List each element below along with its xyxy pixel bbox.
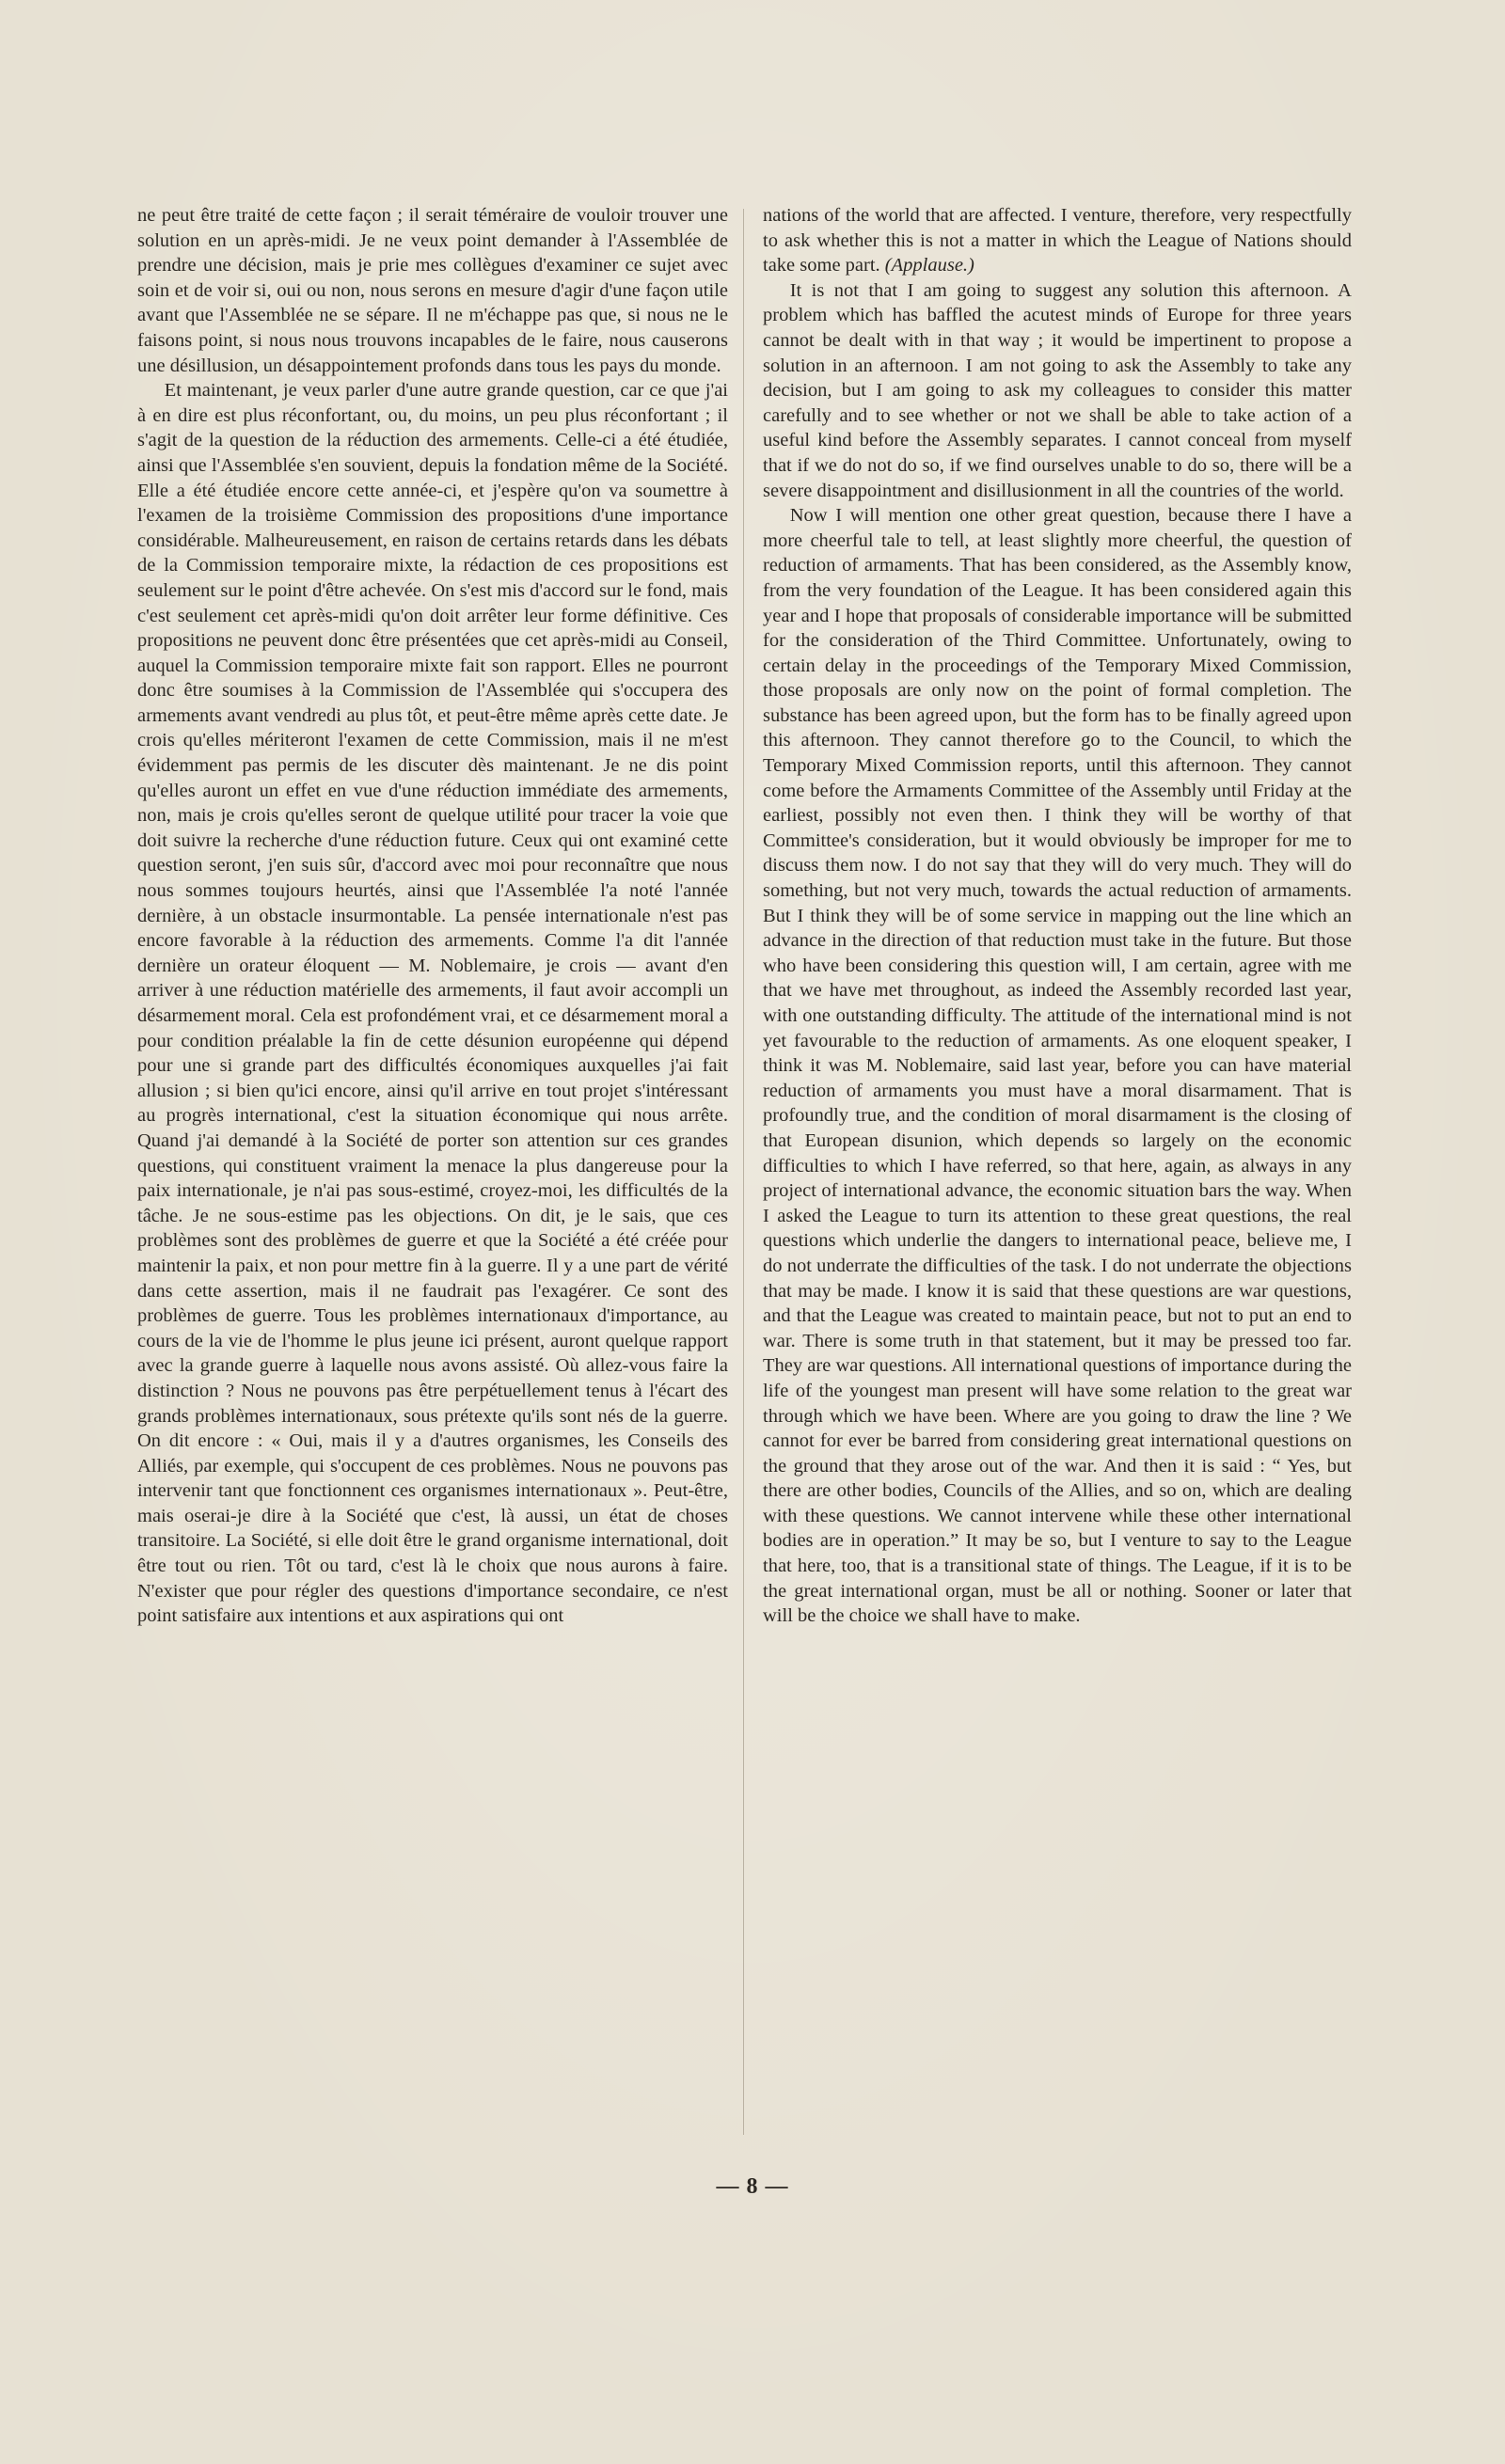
english-paragraph: Now I will mention one other great question, because there I have a more cheerful tale to tell, at least slightly more cheerful, the question of reduction of armaments. That has been considered, as the Assembly know, from the very foundation of the League. It has been considered again this year and I hope that proposals of considerable importance will be submitted for the consideration of the Third Committee. Unfortunately, owing to certain delay in the proceedings of the Temporary Mixed Commission, those proposals are only now on the point of formal completion. The substance has been agreed upon, but the form has to be finally agreed upon this afternoon. They cannot therefore go to the Council, to which the Temporary Mixed Commission reports, until this afternoon. They cannot come before the Armaments Committee of the Assembly until Friday at the earliest, possibly not even then. I think they will be worthy of that Committee's consideration, but it would obviously be improper for me to discuss them now. I do not say that they will do very much. They will do something, but not very much, towards the actual reduction of armaments. But I think they will be of some service in mapping out the line which an advance in the direction of that reduction must take in the future. But those who have been considering this question will, I am certain, agree with me that we have met throughout, as indeed the Assembly recorded last year, with one outstanding difficulty. The attitude of the international mind is not yet favourable to the reduction of armaments. As one eloquent speaker, I think it was M. Noblemaire, said last year, before you can have material reduction of armaments you must have a moral disarmament. That is profoundly true, and the condition of moral disarmament is the closing of that European disunion, which depends so largely on the economic difficulties to which I have referred, so that here, again, as always in any project of international advance, the economic situation bars the way. When I asked the League to turn its attention to these great questions, the real questions which underlie the dangers to international peace, believe me, I do not underrate the difficulties of the task. I do not underrate the objections that may be made. I know it is said that these questions are war questions, and that the League was created to maintain peace, but not to put an end to war. There is some truth in that statement, but it may be pressed too far. They are war questions. All international questions of importance during the life of the youngest man present will have some relation to the great war through which we have been. Where are you going to draw the line ? We cannot for ever be barred from considering great international questions on the ground that they arose out of the war. And then it is said : “ Yes, but there are other bodies, Councils of the Allies, and so on, which are dealing with these questions. We cannot intervene while these other international bodies are in operation.” It may be so, but I venture to say to the League that here, too, that is a transitional state of things. The League, if it is to be the great international organ, must be all or nothing. Sooner or later that will be the choice we shall have to make. (763, 505, 1352, 1627)
english-paragraph (763, 203, 1352, 278)
french-column (137, 203, 728, 2140)
two-column-body (137, 203, 1351, 2140)
english-paragraph-text: nations of the world that are affected. I venture, therefore, very respectfully to ask whether this is not a matter in which the League of Nations should take some part. (763, 205, 1352, 276)
page-number: — 8 — (716, 2174, 789, 2199)
applause-note: (Applause.) (884, 255, 974, 276)
english-column (763, 203, 1352, 2140)
column-divider (743, 209, 744, 2135)
english-paragraph: It is not that I am going to suggest any solution this afternoon. A problem which has baffled the acutest minds of Europe for three years cannot be dealt with in that way ; it would be impertinent to propose a solution in an afternoon. I am not going to ask the Assembly to take any decision, but I am going to ask my colleagues to consider this matter carefully and to see whether or not we shall be able to take action of a useful kind before the Assembly separates. I cannot conceal from myself that if we do not do so, if we find ourselves unable to do so, there will be a severe disappointment and disillusionment in all the countries of the world. (763, 279, 1352, 501)
french-paragraph: Et maintenant, je veux parler d'une autre grande question, car ce que j'ai à en dire est plus réconfortant, ou, du moins, un peu plus réconfortant ; il s'agit de la question de la réduction des armements. Celle-ci a été étudiée, ainsi que l'Assemblée s'en souvient, depuis la fondation même de la Société. Elle a été étudiée encore cette année-ci, et j'espère qu'on va soumettre à l'examen de la troisième Commission des propositions d'une importance considérable. Malheureusement, en raison de certains retards dans les débats de la Commission temporaire mixte, la rédaction de ces propositions est seulement sur le point d'être achevée. On s'est mis d'accord sur le fond, mais c'est seulement cet après-midi qu'on doit arrêter leur forme définitive. Ces propositions ne peuvent donc être présentées que cet après-midi au Conseil, auquel la Commission temporaire mixte fait son rapport. Elles ne pourront donc être soumises à la Commission de l'Assemblée qui s'occupera des armements avant vendredi au plus tôt, et peut-être même après cette date. Je crois qu'elles mériteront l'examen de cette Commission, mais il ne m'est évidemment pas permis de les discuter dès maintenant. Je ne dis point qu'elles auront un effet en vue d'une réduction immédiate des armements, non, mais je crois qu'elles seront de quelque utilité pour tracer la voie que doit suivre la recherche d'une réduction future. Ceux qui ont examiné cette question seront, j'en suis sûr, d'accord avec moi pour reconnaître que nous nous sommes toujours heurtés, ainsi que l'Assemblée l'a noté l'année dernière, à un obstacle insurmontable. La pensée internationale n'est pas encore favorable à la réduction des armements. Comme l'a dit l'année dernière un orateur éloquent — M. Noblemaire, je crois — avant d'en arriver à une réduction matérielle des armements, il faut avoir accompli un désarmement moral. Cela est profondément vrai, et ce désarmement moral a pour condition préalable la fin de cette désunion européenne qui dépend pour une si grande part des difficultés économiques auxquelles j'ai fait allusion ; si bien qu'ici encore, ainsi qu'il arrive en tout projet s'intéressant au progrès international, c'est la situation économique qui nous arrête. Quand j'ai demandé à la Société de porter son attention sur ces grandes questions, qui constituent vraiment la menace la plus dangereuse pour la paix internationale, je n'ai pas sous-estimé, croyez-moi, les difficultés de la tâche. Je ne sous-estime pas les objections. On dit, je le sais, que ces problèmes sont des problèmes de guerre et que la Société a été créée pour maintenir la paix, et non pour mettre fin à la guerre. Il y a une part de vérité dans cette assertion, mais il ne faudrait pas l'exagérer. Ce sont des problèmes de guerre. Tous les problèmes internationaux d'importance, au cours de la vie de l'homme le plus jeune ici présent, auront quelque rapport avec la grande guerre à laquelle nous avons assisté. Où allez-vous faire la distinction ? Nous ne pouvons pas être perpétuellement tenus à l'écart des grands problèmes internationaux, sous prétexte qu'ils sont nés de la guerre. On dit encore : « Oui, mais il y a d'autres organismes, les Conseils des Alliés, par exemple, qui s'occupent de ces problèmes. Nous ne pouvons pas intervenir tant que fonctionnent ces organismes internationaux ». Peut-être, mais oserai-je dire à la Société que c'est, là aussi, un état de choses transitoire. La Société, si elle doit être le grand organisme international, doit être tout ou rien. Tôt ou tard, c'est là le choix que nous aurons à faire. N'exister que pour régler des questions d'importance secondaire, ce n'est point satisfaire aux intentions et aux aspirations qui ont (137, 380, 728, 1627)
french-paragraph: ne peut être traité de cette façon ; il serait téméraire de vouloir trouver une solution en un après-midi. Je ne veux point demander à l'Assemblée de prendre une décision, mais je prie mes collègues d'examiner ce sujet avec soin et de voir si, oui ou non, nous serons en mesure d'agir d'une façon utile avant que l'Assemblée ne se sépare. Il ne m'échappe pas que, si nous ne le faisons point, si nous nous trouvons incapables de le faire, nous causerons une désillusion, un désappointement profonds dans tous les pays du monde. (137, 205, 728, 376)
